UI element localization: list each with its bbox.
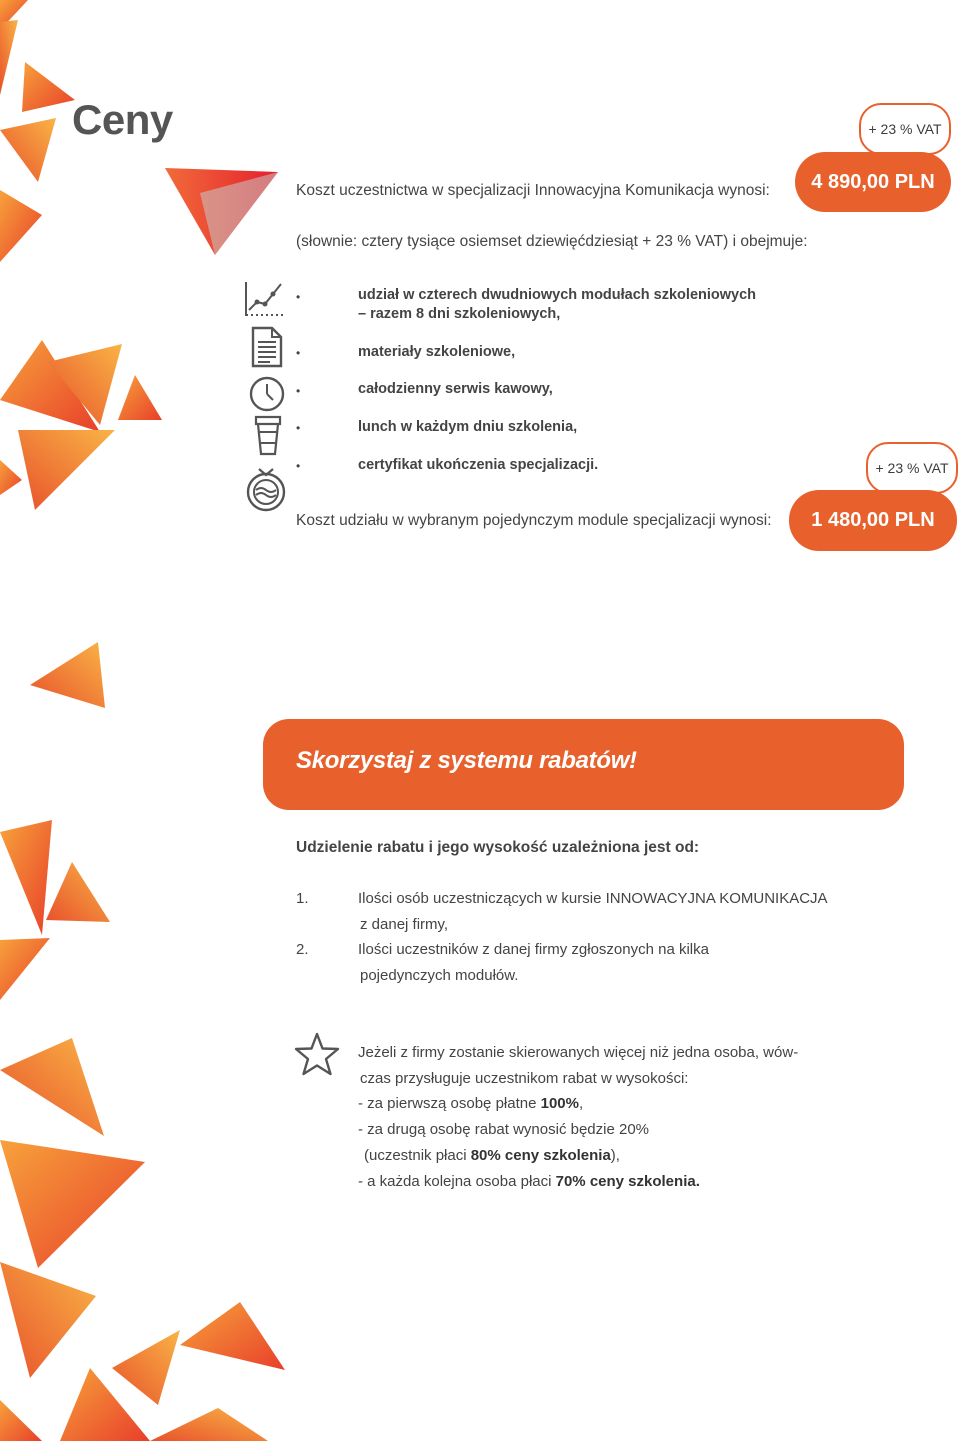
- chart-icon: [243, 280, 287, 320]
- discount-intro: Udzielenie rabatu i jego wysokość uzależniona jest od:: [296, 839, 700, 856]
- triangle-shape: [118, 375, 162, 420]
- vat-badge: + 23 % VAT: [866, 442, 958, 494]
- cup-icon: [252, 415, 284, 457]
- medal-icon: [244, 466, 288, 512]
- list-item: Ilości uczestników z danej firmy zgłoszonych na kilka pojedynczych modułów.: [358, 941, 709, 984]
- triangle-shape: [180, 1302, 285, 1370]
- triangle-shape: [30, 642, 105, 708]
- triangle-shape: [46, 862, 110, 922]
- list-item: całodzienny serwis kawowy,: [358, 381, 553, 397]
- star-icon: [294, 1032, 340, 1076]
- triangle-shape: [0, 1400, 42, 1441]
- triangle-shape: [0, 190, 42, 262]
- bullet: •: [296, 421, 301, 435]
- list-item: lunch w każdym dniu szkolenia,: [358, 419, 578, 435]
- list-number: 1.: [296, 890, 309, 907]
- discount-note: Jeżeli z firmy zostanie skierowanych więcej niż jedna osoba, wów- czas przysługuje uczestnikom rabat w wysokości: - za pierwszą osobę płatne 100%, - za drugą osobę rabat wynosić będzie 20% (uczestnik płaci 80% ceny szkolenia), - a każda kolejna osoba płaci 70% ceny szkolenia.: [358, 1044, 799, 1190]
- triangle-shape: [0, 820, 52, 935]
- discount-banner-text: Skorzystaj z systemu rabatów!: [296, 747, 637, 774]
- single-module-cost-text: Koszt udziału w wybranym pojedynczym module specjalizacji wynosi:: [296, 512, 772, 529]
- triangle-shape: [0, 460, 22, 495]
- triangle-shape: [112, 1330, 180, 1405]
- bullet: •: [296, 384, 301, 398]
- price-in-words: (słownie: cztery tysiące osiemset dziewięćdziesiąt + 23 % VAT) i obejmuje:: [296, 233, 808, 250]
- full-course-price: 4 890,00 PLN: [795, 152, 951, 212]
- triangle-shape: [22, 62, 75, 112]
- bullet: •: [296, 459, 301, 473]
- single-module-price: 1 480,00 PLN: [789, 490, 957, 551]
- vat-badge: + 23 % VAT: [859, 103, 951, 155]
- list-item: udział w czterech dwudniowych modułach szkoleniowych – razem 8 dni szkoleniowych,: [358, 287, 757, 322]
- triangle-shape: [18, 430, 115, 510]
- list-number: 2.: [296, 941, 309, 958]
- triangle-shape: [0, 118, 56, 182]
- triangle-shape: [0, 20, 18, 95]
- triangle-shape: [0, 938, 50, 1000]
- triangle-shape: [0, 1140, 145, 1268]
- list-item: Ilości osób uczestniczących w kursie INNOWACYJNA KOMUNIKACJA z danej firmy,: [358, 890, 828, 933]
- page-title: Ceny: [72, 96, 173, 143]
- triangle-shape: [0, 1262, 96, 1378]
- document-icon: [250, 326, 284, 368]
- clock-icon: [248, 375, 286, 413]
- list-item: materiały szkoleniowe,: [358, 344, 516, 360]
- bullet: •: [296, 346, 301, 360]
- list-item: certyfikat ukończenia specjalizacji.: [358, 457, 599, 473]
- triangle-shape: [0, 1038, 104, 1136]
- bullet: •: [296, 290, 301, 304]
- full-course-cost-text: Koszt uczestnictwa w specjalizacji Innowacyjna Komunikacja wynosi:: [296, 182, 770, 199]
- triangle-shape: [150, 1408, 268, 1441]
